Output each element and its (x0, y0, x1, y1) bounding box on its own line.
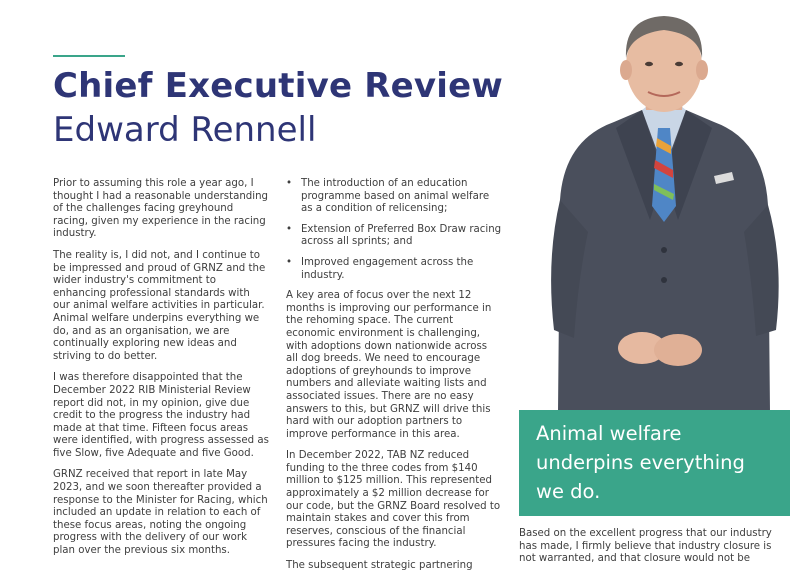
title-accent-rule (53, 55, 125, 57)
paragraph: The reality is, I did not, and I continue to be impressed and proud of GRNZ and the wider industry's commitment to enhancing professional standards with our animal welfare activities in particular. Animal welfare underpins everything we do, and as an organisation, we are continually exploring new ideas and striving to do better. (53, 249, 266, 362)
paragraph: GRNZ received that report in late May 2023, and we soon thereafter provided a response to the Minister for Racing, which included an update in relation to each of these focus areas, noting the ongoing progress with the delivery of our work plan over the previous six months. (53, 469, 268, 557)
portrait-illustration (518, 0, 796, 412)
paragraph: Prior to assuming this role a year ago, I thought I had a reasonable understanding of the challenges facing greyhound racing, given my experience in the racing industry. (53, 178, 269, 240)
body-column-3 (519, 528, 791, 566)
portrait-photo (518, 0, 796, 412)
body-column-1 (53, 178, 269, 567)
paragraph: Based on the excellent progress that our industry has made, I firmly believe that industry closure is not warranted, and that closure would not be (519, 528, 772, 565)
paragraph: In December 2022, TAB NZ reduced funding to the three codes from $140 million to $125 million. This represented approximately a $2 million decrease for our code, but the GRNZ Board resolved to maintain stakes and cover this from reserves, conscious of the financial pressures facing the industry. (286, 450, 501, 550)
paragraph: A key area of focus over the next 12 months is improving our performance in the rehoming space. The current economic environment is challenging, with adoptions down nationwide across all dog breeds. We need to encourage adoptions of greyhounds to improve numbers and alleviate waiting lists and associated issues. There are no easy answers to this, but GRNZ will drive this hard with our adoption partners to improve performance in this area. (286, 290, 492, 440)
list-item: • Extension of Preferred Box Draw racing across all sprints; and (286, 224, 502, 249)
pull-quote-text: Animal welfare underpins everything we do. (536, 422, 745, 503)
paragraph: I was therefore disappointed that the December 2022 RIB Ministerial Review report did not, in my opinion, give due credit to the progress the industry had made at that time. Fifteen focus areas were identified, with progress assessed as five Slow, five Adequate and five Good. (53, 372, 269, 459)
list-item: • Improved engagement across the industry. (286, 257, 502, 282)
list-item: • The introduction of an education programme based on animal welfare as a condition of relicensing; (286, 178, 502, 216)
author-name: Edward Rennell (53, 110, 317, 150)
pull-quote-box (519, 410, 790, 516)
page-title: Chief Executive Review (53, 66, 503, 106)
bullet-list (286, 178, 502, 282)
body-column-2 (286, 178, 502, 578)
paragraph: The subsequent strategic partnering (286, 560, 473, 572)
